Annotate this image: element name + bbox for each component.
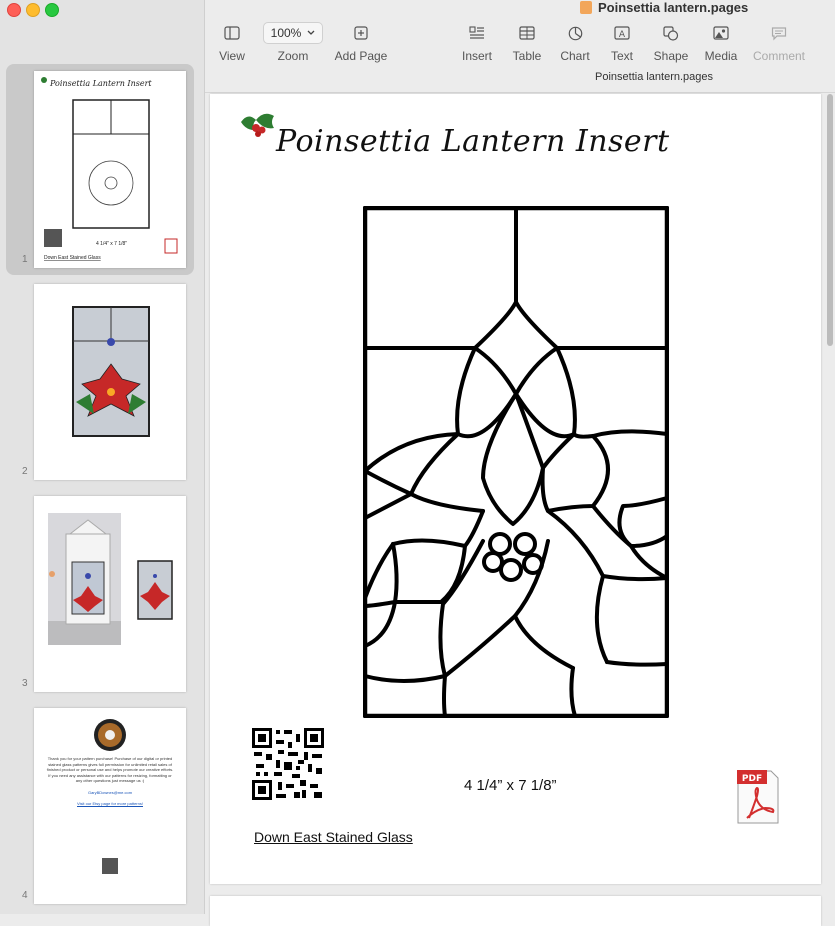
page-number-1: 1 bbox=[22, 254, 28, 265]
thumbnail-4-text: Thank you for your pattern purchase! Purchase of our digital or printed stained glass patterns gives full permission for unlimited retail sales of finished product or personal use and helps promote our creative efforts. If you need any assistance with our patterns for resizing, formatting or any other questions just message us :) bbox=[46, 756, 174, 783]
text-label: Text bbox=[610, 49, 633, 63]
sidebar-icon bbox=[224, 26, 240, 40]
toolbar bbox=[205, 0, 835, 93]
thumbnail-1-dims: 4 1/4" x 7 1/8" bbox=[96, 241, 128, 247]
page-number-3: 3 bbox=[22, 678, 28, 689]
media-button[interactable] bbox=[703, 22, 739, 63]
thumbnail-3-preview bbox=[34, 496, 186, 692]
comment-icon bbox=[771, 26, 787, 41]
media-icon bbox=[713, 26, 729, 40]
chart-icon bbox=[568, 26, 583, 41]
window-title bbox=[580, 0, 748, 16]
page-thumbnail-1[interactable] bbox=[34, 71, 186, 268]
shape-button[interactable] bbox=[652, 22, 690, 63]
qr-code[interactable] bbox=[252, 728, 324, 800]
vertical-scrollbar[interactable] bbox=[827, 94, 833, 346]
page-thumbnail-2[interactable] bbox=[34, 284, 186, 480]
thumbnail-4-preview bbox=[34, 708, 186, 904]
text-button[interactable] bbox=[607, 22, 637, 63]
pattern-dimensions[interactable]: 4 1/4” x 7 1/8” bbox=[464, 777, 557, 794]
pdf-icon[interactable] bbox=[735, 768, 781, 826]
media-label: Media bbox=[704, 49, 738, 63]
view-button[interactable] bbox=[219, 22, 245, 63]
down-east-stained-glass-link[interactable]: Down East Stained Glass bbox=[254, 829, 413, 845]
view-label: View bbox=[219, 49, 245, 63]
document-title[interactable]: Poinsettia Lantern Insert bbox=[276, 124, 670, 159]
window-title-text: Poinsettia lantern.pages bbox=[598, 0, 749, 15]
page-number-2: 2 bbox=[22, 466, 28, 477]
document-page-2[interactable] bbox=[210, 896, 821, 926]
shape-label: Shape bbox=[653, 49, 689, 63]
page-number-4: 4 bbox=[22, 890, 28, 901]
text-box-icon bbox=[614, 26, 630, 40]
document-page[interactable] bbox=[210, 94, 821, 884]
chart-label: Chart bbox=[560, 49, 590, 63]
pages-document-icon bbox=[580, 1, 592, 14]
comment-button[interactable] bbox=[753, 22, 805, 63]
pdf-label: PDF bbox=[741, 774, 763, 784]
zoom-value: 100% bbox=[270, 26, 302, 40]
shape-icon bbox=[663, 26, 679, 41]
svg-text:A: A bbox=[618, 30, 626, 40]
comment-label: Comment bbox=[753, 49, 806, 63]
page-thumbnail-4[interactable] bbox=[34, 708, 186, 904]
thumbnail-2-preview bbox=[34, 284, 186, 480]
add-page-button[interactable] bbox=[333, 22, 389, 63]
zoom-select[interactable] bbox=[263, 22, 323, 44]
chevron-down-icon bbox=[307, 30, 315, 36]
thumbnail-1-title: Poinsettia Lantern Insert bbox=[50, 79, 152, 88]
chart-button[interactable] bbox=[558, 22, 592, 63]
thumbnail-1-link: Down East Stained Glass bbox=[44, 255, 101, 261]
minimize-window-button[interactable] bbox=[26, 3, 40, 17]
table-label: Table bbox=[512, 49, 542, 63]
document-name: Poinsettia lantern.pages bbox=[595, 71, 714, 83]
zoom-control[interactable] bbox=[263, 22, 323, 63]
close-window-button[interactable] bbox=[7, 3, 21, 17]
zoom-label: Zoom bbox=[277, 49, 309, 63]
table-icon bbox=[519, 26, 535, 40]
thumbnail-4-etsy: Visit our Etsy page for more patterns! bbox=[77, 801, 143, 806]
add-page-icon bbox=[354, 26, 368, 40]
insert-button[interactable] bbox=[460, 22, 494, 63]
poinsettia-pattern bbox=[363, 206, 669, 718]
thumbnail-1-preview bbox=[34, 71, 186, 268]
zoom-window-button[interactable] bbox=[45, 3, 59, 17]
table-button[interactable] bbox=[510, 22, 544, 63]
page-thumbnails-sidebar bbox=[0, 0, 205, 914]
page-thumbnail-3[interactable] bbox=[34, 496, 186, 692]
insert-icon bbox=[469, 26, 485, 40]
insert-label: Insert bbox=[461, 49, 492, 63]
add-page-label: Add Page bbox=[334, 49, 388, 63]
thumbnail-4-email: GaryBDownes@me.com bbox=[87, 789, 133, 795]
holly-icon bbox=[238, 110, 280, 142]
